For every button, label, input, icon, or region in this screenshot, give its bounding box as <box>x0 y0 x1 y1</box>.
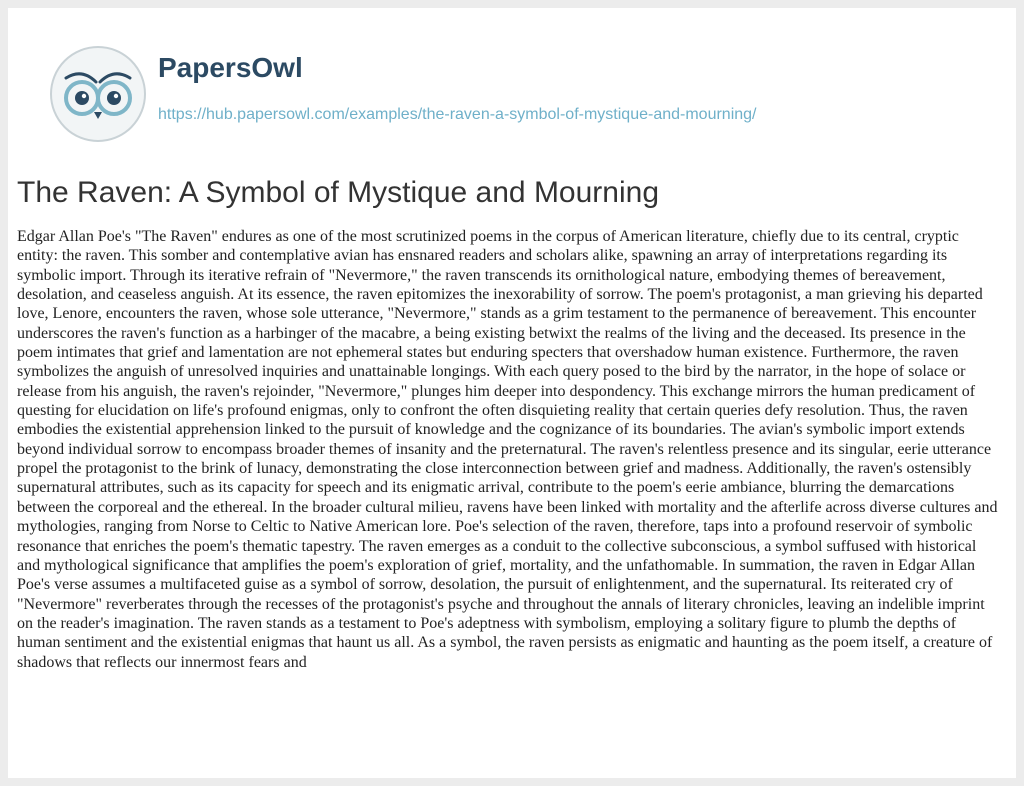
page-title: The Raven: A Symbol of Mystique and Mourning <box>17 176 660 209</box>
document-header <box>48 44 988 154</box>
source-url-link[interactable]: https://hub.papersowl.com/examples/the-raven-a-symbol-of-mystique-and-mourning/ <box>158 106 757 123</box>
document-page <box>8 8 1016 778</box>
essay-body: Edgar Allan Poe's "The Raven" endures as one of the most scrutinized poems in the corpus of American literature, chiefly due to its central, cryptic entity: the raven. This somber and contemplative avian has ensnared readers and scholars alike, spawning an array of interpretations regarding its symbolic import. Through its iterative refrain of "Nevermore," the raven transcends its ornithological nature, embodying themes of bereavement, desolation, and ceaseless anguish. At its essence, the raven epitomizes the inexorability of sorrow. The poem's protagonist, a man grieving his departed love, Lenore, encounters the raven, whose sole utterance, "Nevermore," stands as a grim testament to the permanence of bereavement. This encounter underscores the raven's function as a harbinger of the macabre, a being existing betwixt the realms of the living and the deceased. Its presence in the poem intimates that grief and lamentation are not ephemeral states but enduring specters that overshadow human existence. Furthermore, the raven symbolizes the anguish of unresolved inquiries and unattainable longings. With each query posed to the bird by the narrator, in the hope of solace or release from his anguish, the raven's rejoinder, "Nevermore," plunges him deeper into despondency. This exchange mirrors the human predicament of questing for elucidation on life's profound enigmas, only to confront the often disquieting reality that certain queries defy resolution. Thus, the raven embodies the existential apprehension linked to the pursuit of knowledge and the cognizance of its boundaries. The avian's symbolic import extends beyond individual sorrow to encompass broader themes of insanity and the preternatural. The raven's relentless presence and its singular, eerie utterance propel the protagonist to the brink of lunacy, demonstrating the close interconnection between grief and madness. Additionally, the raven's ostensibly supernatural attributes, such as its capacity for speech and its enigmatic arrival, contribute to the poem's eerie ambiance, blurring the demarcations between the corporeal and the ethereal. In the broader cultural milieu, ravens have been linked with mortality and the afterlife across diverse cultures and mythologies, ranging from Norse to Celtic to Native American lore. Poe's selection of the raven, therefore, taps into a profound reservoir of symbolic resonance that enriches the poem's thematic tapestry. The raven emerges as a conduit to the collective subconscious, a symbol suffused with historical and mythological significance that amplifies the poem's exploration of grief, mortality, and the unfathomable. In summation, the raven in Edgar Allan Poe's verse assumes a multifaceted guise as a symbol of sorrow, desolation, the pursuit of enlightenment, and the supernatural. Its reiterated cry of "Nevermore" reverberates through the recesses of the protagonist's psyche and throughout the annals of literary chronicles, leaving an indelible imprint on the reader's imagination. The raven stands as a testament to Poe's adeptness with symbolism, employing a solitary figure to plumb the depths of human sentiment and the existential enigmas that haunt us all. As a symbol, the raven persists as enigmatic and haunting as the poem itself, a creature of shadows that reflects our innermost fears and <box>17 228 998 671</box>
owl-eyes-logo-icon <box>48 44 148 144</box>
brand-name: PapersOwl <box>158 52 303 83</box>
